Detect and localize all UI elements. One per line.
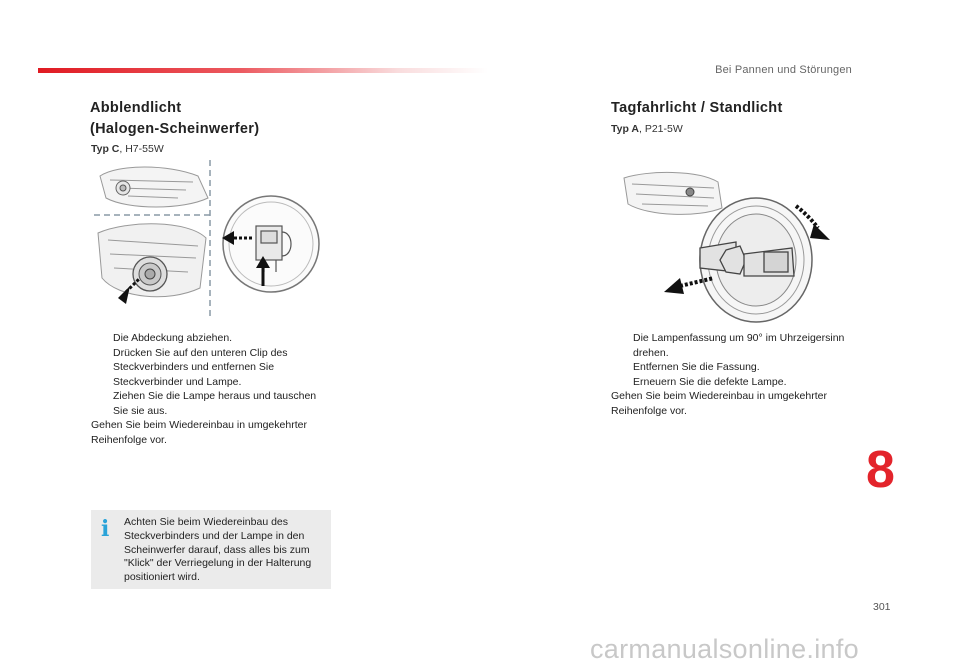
reassembly-note: Gehen Sie beim Wiedereinbau in umgekehrter Reihenfolge vor. [91, 419, 307, 446]
list-item: Die Lampenfassung um 90° im Uhrzeigersinn drehen. [633, 332, 845, 359]
list-item: Drücken Sie auf den unteren Clip des Steckverbinders und entfernen Sie Steckverbinder und Lampe. [113, 346, 288, 388]
chapter-number: 8 [866, 441, 895, 499]
bulb-type-value: , P21-5W [639, 123, 683, 135]
list-item: Entfernen Sie die Fassung. [633, 361, 760, 373]
bulb-type-low-beam [91, 143, 164, 155]
bulb-type-daytime [611, 123, 683, 135]
header-red-bar [38, 68, 488, 73]
chapter-title: Bei Pannen und Störungen [715, 64, 852, 76]
section-title-line1: Abblendlicht [90, 100, 182, 116]
info-text: Achten Sie beim Wiedereinbau des Steckverbinders und der Lampe in den Scheinwerfer darauf, dass alles bis zum "Klick" der Verriegelung in der Halterung positioniert wird. [124, 516, 312, 584]
info-icon: i [101, 516, 110, 542]
daytime-light-illustration [618, 168, 838, 328]
bulb-type-label: Typ A [611, 123, 639, 135]
list-item: Erneuern Sie die defekte Lampe. [633, 375, 787, 388]
watermark: carmanualsonline.info [590, 634, 859, 664]
daytime-light-steps [611, 331, 861, 418]
section-title-line2: (Halogen-Scheinwerfer) [90, 121, 260, 137]
bulb-type-label: Typ C [91, 143, 120, 155]
low-beam-illustration [88, 158, 333, 323]
low-beam-steps [91, 331, 331, 447]
bulb-type-value: , H7-55W [119, 143, 164, 155]
section-title-daytime-lights: Tagfahrlicht / Standlicht [611, 100, 783, 116]
list-item: Die Abdeckung abziehen. [113, 332, 233, 344]
section-title-low-beam [90, 98, 259, 140]
info-box [91, 510, 331, 589]
reassembly-note: Gehen Sie beim Wiedereinbau in umgekehrter Reihenfolge vor. [611, 390, 827, 417]
page-number: 301 [873, 601, 891, 613]
list-item: Ziehen Sie die Lampe heraus und tauschen Sie sie aus. [113, 390, 317, 417]
